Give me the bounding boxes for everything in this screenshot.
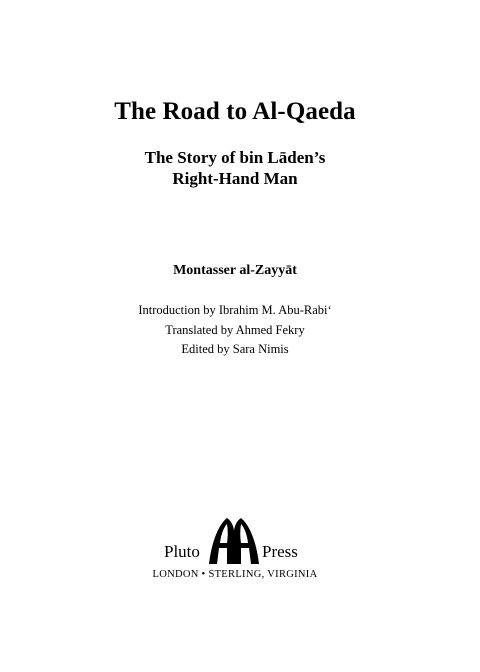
translator-credit: Translated by Ahmed Fekry <box>165 322 305 337</box>
editor-credit: Edited by Sara Nimis <box>181 342 289 356</box>
subtitle-line-2: Right-Hand Man <box>172 169 298 188</box>
publisher-name-left: Pluto <box>164 542 200 561</box>
pluto-press-logo-icon <box>207 516 261 566</box>
publisher-imprint <box>0 516 470 566</box>
book-title: The Road to Al-Qaeda <box>114 98 356 125</box>
subtitle-line-1: The Story of bin Lāden’s <box>144 148 326 167</box>
publisher-location: LONDON • STERLING, VIRGINIA <box>152 569 318 580</box>
author-name: Montasser al-Zayyāt <box>173 263 297 278</box>
introduction-credit: Introduction by Ibrahim M. Abu-Rabi‘ <box>138 303 332 317</box>
book-subtitle <box>0 147 470 189</box>
publisher-name-right: Press <box>262 542 298 561</box>
credits-block <box>0 301 470 360</box>
